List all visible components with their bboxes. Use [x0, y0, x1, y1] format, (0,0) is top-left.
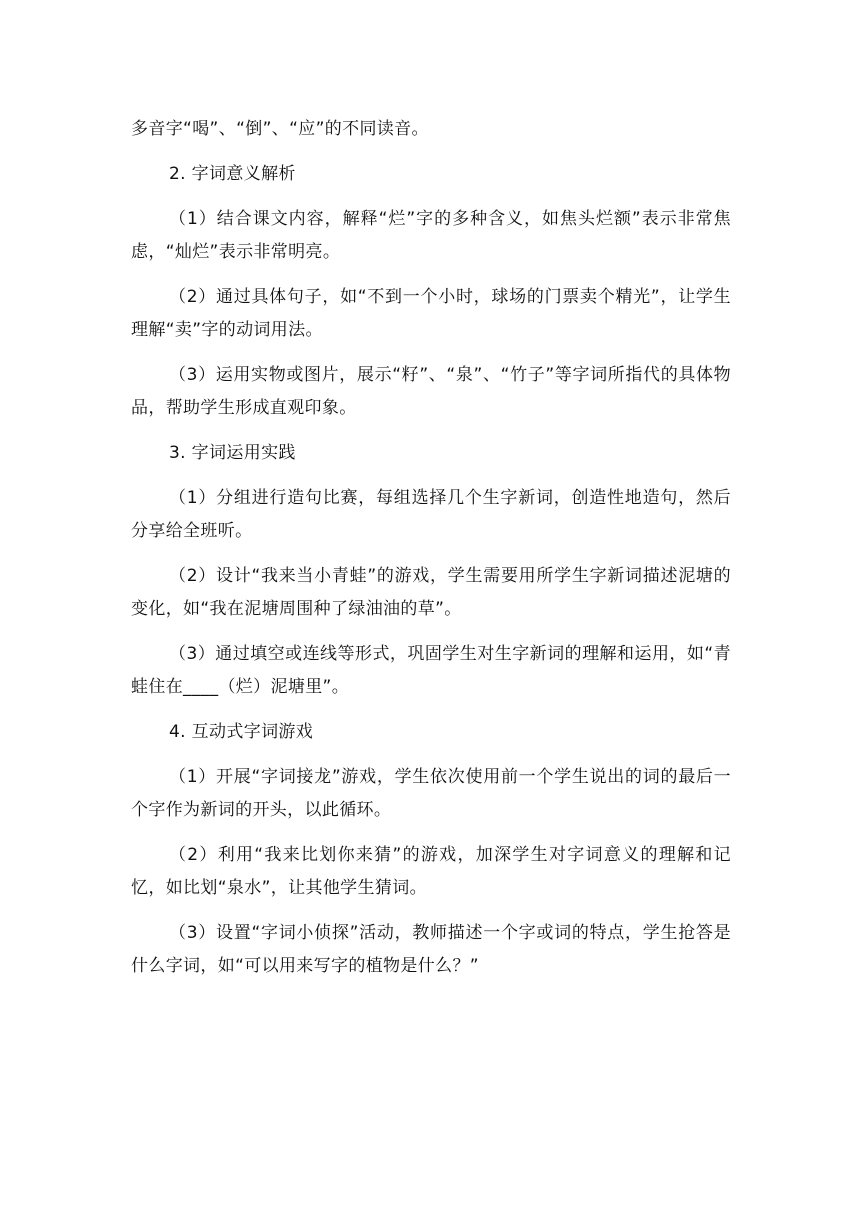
paragraph-continuation: 多音字“喝”、“倒”、“应”的不同读音。: [131, 119, 429, 139]
list-item: （2）通过具体句子，如“不到一个小时，球场的门票卖个精光”，让学生理解“卖”字的动词用法。: [131, 287, 731, 340]
section-heading-2: 2. 字词意义解析: [169, 164, 296, 184]
section-heading-3: 3. 字词运用实践: [169, 443, 296, 463]
list-item: （3）运用实物或图片，展示“籽”、“泉”、“竹子”等字词所指代的具体物品，帮助学生形成直观印象。: [131, 365, 731, 418]
list-item: （1）结合课文内容，解释“烂”字的多种含义，如焦头烂额”表示非常焦虑，“灿烂”表示非常明亮。: [131, 209, 731, 262]
section-heading-4: 4. 互动式字词游戏: [169, 722, 314, 742]
list-item: （3）通过填空或连线等形式，巩固学生对生字新词的理解和运用，如“青蛙住在____（烂）泥塘里”。: [131, 644, 731, 697]
list-item: （2）设计“我来当小青蛙”的游戏，学生需要用所学生字新词描述泥塘的变化，如“我在泥塘周围种了绿油油的草”。: [131, 566, 731, 619]
document-body: [131, 113, 731, 983]
list-item: （1）开展“字词接龙”游戏，学生依次使用前一个学生说出的词的最后一个字作为新词的开头，以此循环。: [131, 767, 731, 820]
list-item: （3）设置“字词小侦探”活动，教师描述一个字或词的特点，学生抢答是什么字词，如“可以用来写字的植物是什么？”: [131, 923, 731, 976]
list-item: （1）分组进行造句比赛，每组选择几个生字新词，创造性地造句，然后分享给全班听。: [131, 488, 731, 541]
list-item: （2）利用“我来比划你来猜”的游戏，加深学生对字词意义的理解和记忆，如比划“泉水”，让其他学生猜词。: [131, 845, 731, 898]
